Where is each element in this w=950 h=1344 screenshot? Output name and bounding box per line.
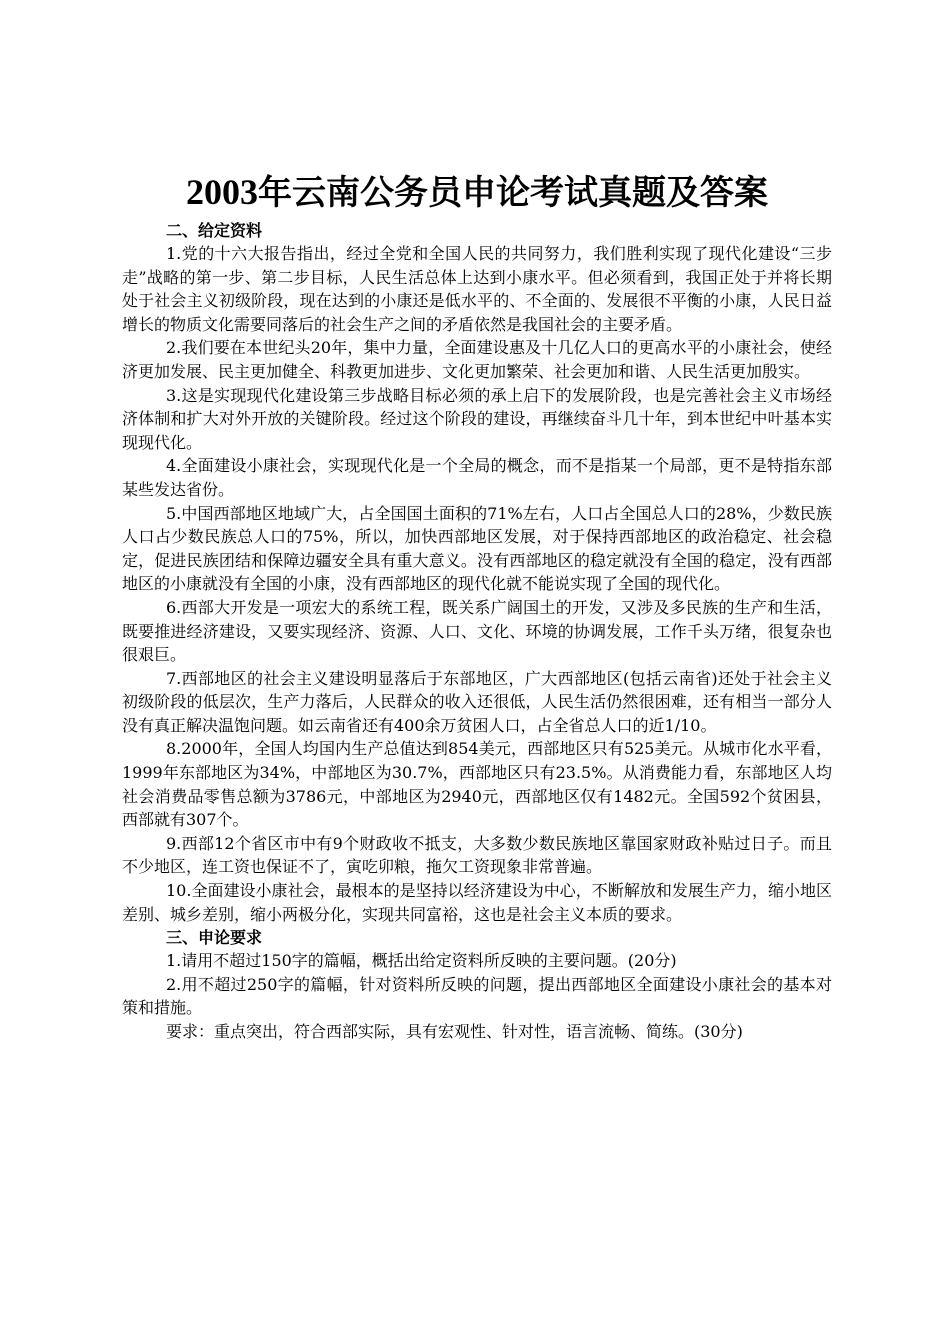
material-paragraph: 2.我们要在本世纪头20年，集中力量，全面建设惠及十几亿人口的更高水平的小康社会，使经济更加发展、民主更加健全、科教更加进步、文化更加繁荣、社会更加和谐、人民生活更加殷实。	[122, 338, 832, 381]
material-paragraph: 10.全面建设小康社会，最根本的是坚持以经济建设为中心，不断解放和发展生产力，缩小地区差别、城乡差别，缩小两极分化，实现共同富裕，这也是社会主义本质的要求。	[122, 881, 832, 924]
requirement-paragraph: 1.请用不超过150字的篇幅，概括出给定资料所反映的主要问题。(20分)	[166, 951, 677, 971]
requirement-paragraph: 2.用不超过250字的篇幅，针对资料所反映的问题，提出西部地区全面建设小康社会的基本对策和措施。	[122, 974, 832, 1018]
document-title	[122, 170, 832, 215]
title-text: 年云南公务员申论考试真题及答案	[258, 173, 768, 213]
material-paragraph: 8.2000年，全国人均国内生产总值达到854美元，西部地区只有525美元。从城市化水平看，1999年东部地区为34%，中部地区为30.7%，西部地区只有23.5%。从消费能力看，东部地区人均社会消费品零售总额为3786元，中部地区为2940元，西部地区仅有1482元。全国592个贫困县，西部就有307个。	[122, 739, 832, 830]
section-heading-materials: 二、给定资料	[166, 221, 263, 240]
section-heading-requirements: 三、申论要求	[166, 928, 263, 948]
material-paragraph: 4.全面建设小康社会，实现现代化是一个全局的概念，而不是指某一个局部，更不是特指东部某些发达省份。	[122, 456, 832, 499]
material-paragraph: 5.中国西部地区地域广大，占全国国土面积的71%左右，人口占全国总人口的28%，少数民族人口占少数民族总人口的75%，所以，加快西部地区发展，对于保持西部地区的政治稳定、社会稳定，促进民族团结和保障边疆安全具有重大意义。没有西部地区的稳定就没有全国的稳定，没有西部地区的小康就没有全国的小康，没有西部地区的现代化就不能说实现了全国的现代化。	[122, 503, 832, 594]
material-paragraph: 6.西部大开发是一项宏大的系统工程，既关系广阔国土的开发，又涉及多民族的生产和生活，既要推进经济建设，又要实现经济、资源、人口、文化、环境的协调发展，工作千头万绪，很复杂也很艰巨。	[122, 597, 832, 665]
title-year: 2003	[186, 172, 258, 212]
requirement-paragraph: 要求：重点突出，符合西部实际，具有宏观性、针对性，语言流畅、简练。(30分)	[166, 1022, 743, 1041]
material-paragraph: 7.西部地区的社会主义建设明显落后于东部地区，广大西部地区(包括云南省)还处于社会主义初级阶段的低层次，生产力落后，人民群众的收入还很低，人民生活仍然很困难，还有相当一部分人没有真正解决温饱问题。如云南省还有400余万贫困人口，占全省总人口的近1/10。	[122, 668, 832, 735]
document-page	[122, 170, 832, 1044]
material-paragraph: 3.这是实现现代化建设第三步战略目标必须的承上启下的发展阶段，也是完善社会主义市场经济体制和扩大对外开放的关键阶段。经过这个阶段的建设，再继续奋斗几十年，到本世纪中叶基本实现现代化。	[122, 385, 832, 452]
material-paragraph: 9.西部12个省区市中有9个财政收不抵支，大多数少数民族地区靠国家财政补贴过日子。而且不少地区，连工资也保证不了，寅吃卯粮，拖欠工资现象非常普遍。	[122, 833, 832, 877]
material-paragraph: 1.党的十六大报告指出，经过全党和全国人民的共同努力，我们胜利实现了现代化建设“三步走”战略的第一步、第二步目标，人民生活总体上达到小康水平。但必须看到，我国正处于并将长期处于社会主义初级阶段，现在达到的小康还是低水平的、不全面的、发展很不平衡的小康，人民日益增长的物质文化需要同落后的社会生产之间的矛盾依然是我国社会的主要矛盾。	[122, 244, 832, 334]
